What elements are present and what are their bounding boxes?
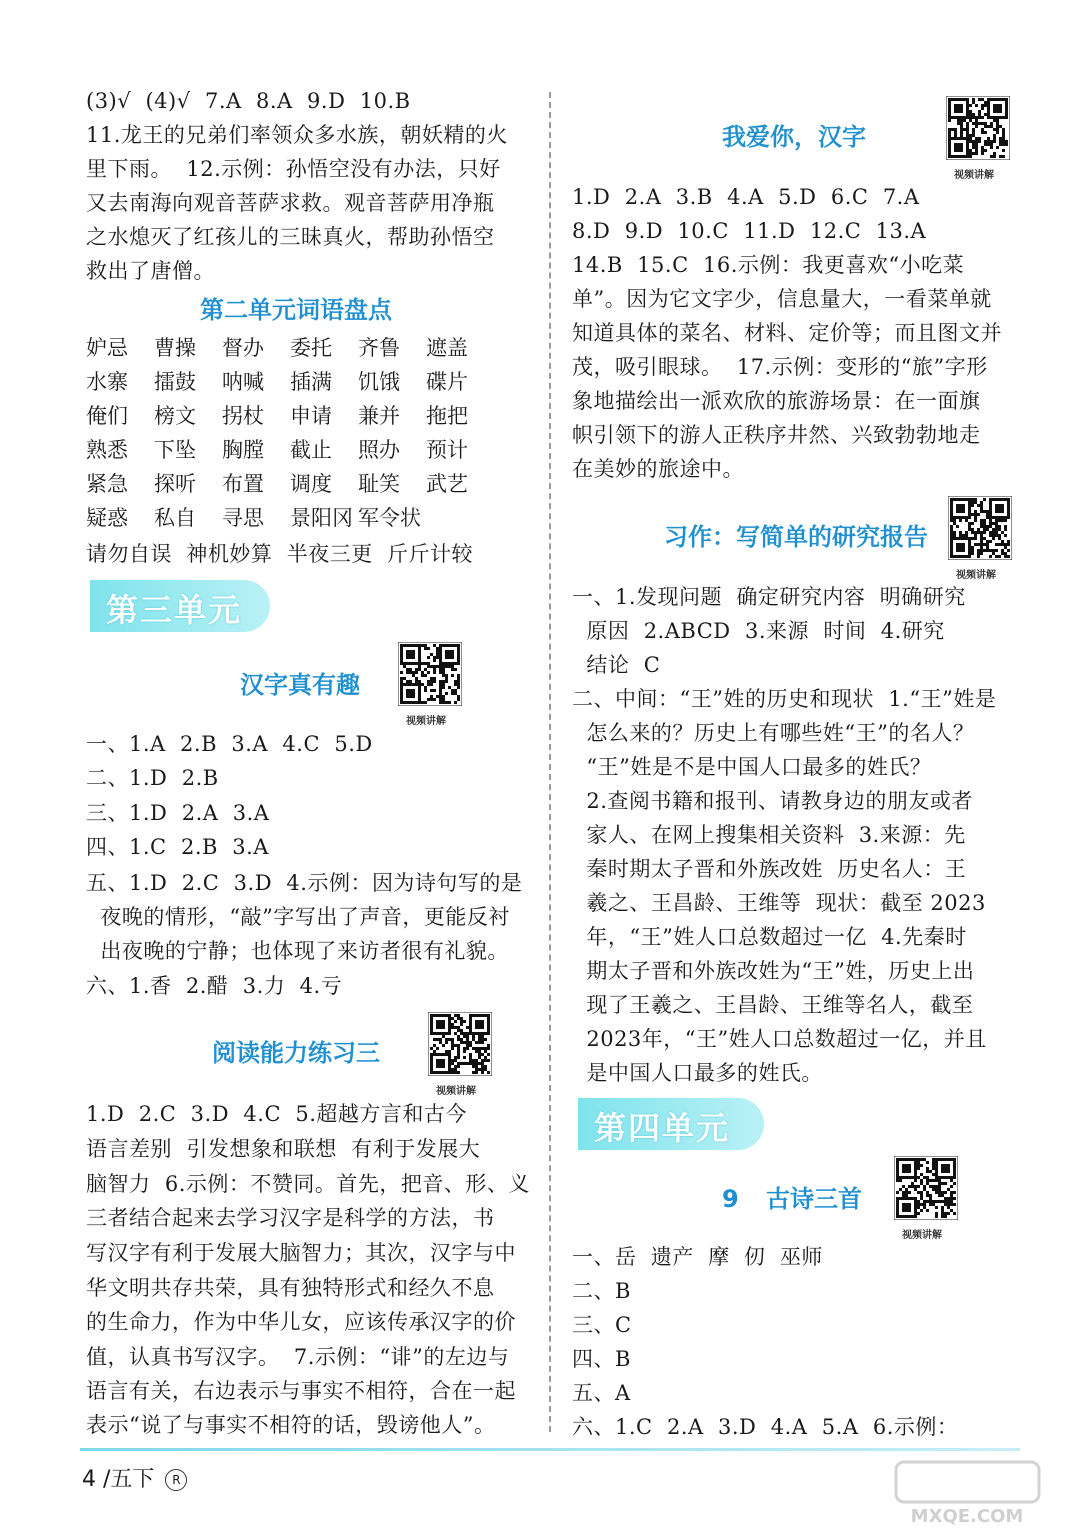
answer-line: 14.B 15.C 16.示例：我更喜欢“小吃菜: [572, 253, 965, 277]
answer-line: 的生命力，作为中华儿女，应该传承汉字的价: [86, 1310, 516, 1334]
column-divider: [549, 92, 551, 1432]
vocab-word: 预计: [426, 438, 468, 462]
vocab-word: 武艺: [426, 472, 468, 496]
answer-line: 又去南海向观音菩萨求救。观音菩萨用净瓶: [86, 191, 495, 215]
qr-label: 视频讲解: [956, 570, 996, 581]
vocab-word: 碟片: [426, 370, 468, 394]
answer-line: 1.D 2.C 3.D 4.C 5.超越方言和古今: [86, 1102, 467, 1126]
qr-code-icon[interactable]: [946, 96, 1010, 160]
qr-label: 视频讲解: [406, 716, 446, 727]
vocab-word: 探听: [154, 472, 196, 496]
vocab-word: 饥饿: [358, 370, 400, 394]
qr-code-icon[interactable]: [428, 1012, 492, 1076]
answer-line: 怎么来的？历史上有哪些姓“王”的名人？: [572, 721, 975, 745]
page-footer: [82, 1462, 187, 1493]
vocab-grid: [86, 331, 494, 535]
qr-label: 视频讲解: [902, 1230, 942, 1241]
answer-line: 之水熄灭了红孩儿的三昧真火，帮助孙悟空: [86, 225, 495, 249]
vocab-title: 第二单元词语盘点: [200, 296, 392, 324]
answer-line: 11.龙王的兄弟们率领众多水族，朝妖精的火: [86, 123, 508, 147]
qr-label: 视频讲解: [436, 1086, 476, 1097]
answer-line: 出夜晚的宁静；也体现了来访者很有礼貌。: [86, 939, 509, 963]
vocab-word: 军令状: [358, 506, 421, 530]
vocab-word: 榜文: [154, 404, 196, 428]
qr-label: 视频讲解: [954, 170, 994, 181]
unit-banner: [90, 580, 270, 632]
answer-line: 脑智力 6.示例：不赞同。首先，把音、形、义: [86, 1172, 530, 1196]
vocab-word: 调度: [290, 472, 332, 496]
vocab-word: 耻笑: [358, 472, 400, 496]
answer-line: 羲之、王昌龄、王维等 现状：截至 2023: [572, 891, 986, 915]
answer-line: 年，“王”姓人口总数超过一亿 4.先秦时: [572, 925, 967, 949]
vocab-word: 布置: [222, 472, 264, 496]
vocab-word: 拐杖: [222, 404, 264, 428]
answer-line: 2.查阅书籍和报刊、请教身边的朋友或者: [572, 789, 973, 813]
vocab-word: 截止: [290, 438, 332, 462]
answer-line: 一、1.A 2.B 3.A 4.C 5.D: [86, 732, 373, 756]
vocab-word: 委托: [290, 336, 332, 360]
vocab-word: 插满: [290, 370, 332, 394]
vocab-word: 遮盖: [426, 336, 468, 360]
vocab-word: 私自: [154, 506, 196, 530]
answer-line: 语言有关，右边表示与事实不相符，合在一起: [86, 1379, 516, 1403]
answer-line: 结论 C: [572, 653, 661, 677]
unit-banner-label: 第三单元: [106, 591, 243, 629]
vocab-word: 景阳冈: [290, 506, 353, 530]
answer-line: 原因 2.ABCD 3.来源 时间 4.研究: [572, 619, 945, 643]
vocab-word: 拖把: [426, 404, 468, 428]
answer-line: 1.D 2.A 3.B 4.A 5.D 6.C 7.A: [572, 185, 920, 209]
footer-rule: [80, 1448, 1020, 1451]
watermark-logo: [890, 1458, 1045, 1530]
vocab-word: 俺们: [86, 404, 128, 428]
answer-line: 在美妙的旅途中。: [572, 457, 744, 481]
unit-banner-label: 第四单元: [594, 1109, 731, 1147]
answer-line: 帜引领下的游人正秩序井然、兴致勃勃地走: [572, 423, 981, 447]
answer-line: 六、1.香 2.醋 3.力 4.亏: [86, 974, 343, 998]
vocab-word: 擂鼓: [154, 370, 196, 394]
answer-line: 五、1.D 2.C 3.D 4.示例：因为诗句写的是: [86, 871, 523, 895]
answer-line: 四、1.C 2.B 3.A: [86, 835, 269, 859]
answer-line: “王”姓是不是中国人口最多的姓氏？: [572, 755, 932, 779]
section-title: 古诗三首: [766, 1185, 862, 1213]
vocab-word: 紧急: [86, 472, 128, 496]
answer-line: 一、岳 遗产 摩 仞 巫师: [572, 1245, 823, 1269]
grade-label: /五下: [103, 1467, 155, 1492]
vocab-word: 照办: [358, 438, 400, 462]
edition-badge: R: [165, 1469, 187, 1491]
answer-line: (3)√ (4)√ 7.A 8.A 9.D 10.B: [86, 89, 411, 113]
watermark-text: MXQE.COM: [910, 1506, 1024, 1527]
answer-line: 象地描绘出一派欢欣的旅游场景：在一面旗: [572, 389, 981, 413]
vocab-word: 呐喊: [222, 370, 264, 394]
vocab-word: 疑惑: [86, 506, 128, 530]
unit-banner: [578, 1098, 764, 1150]
answer-line: 二、B: [572, 1279, 631, 1303]
section-title: 习作：写简单的研究报告: [664, 523, 928, 551]
answer-line: 三、1.D 2.A 3.A: [86, 801, 270, 825]
answer-line: 2023年，“王”姓人口总数超过一亿，并且: [572, 1027, 987, 1051]
answer-line: 一、1.发现问题 确定研究内容 明确研究: [572, 585, 966, 609]
answer-line: 二、1.D 2.B: [86, 766, 219, 790]
vocab-word: 水寨: [86, 370, 128, 394]
section-title: 汉字真有趣: [240, 671, 360, 699]
vocab-word: 兼并: [358, 404, 400, 428]
vocab-word: 熟悉: [86, 438, 128, 462]
answer-line: 知道具体的菜名、材料、定价等；而且图文并: [572, 321, 1002, 345]
vocab-word: 申请: [290, 404, 332, 428]
answer-line: 救出了唐僧。: [86, 259, 215, 283]
answer-line: 三、C: [572, 1313, 632, 1337]
vocab-word: 妒忌: [86, 336, 128, 360]
answer-line: 茂，吸引眼球。 17.示例：变形的“旅”字形: [572, 355, 988, 379]
answer-line: 语言差别 引发想象和联想 有利于发展大: [86, 1137, 481, 1161]
vocab-word: 齐鲁: [358, 336, 400, 360]
answer-line: 三者结合起来去学习汉字是科学的方法，书: [86, 1206, 495, 1230]
answer-line: 秦时期太子晋和外族改姓 历史名人：王: [572, 857, 967, 881]
vocab-idioms: 请勿自误 神机妙算 半夜三更 斤斤计较: [86, 542, 474, 566]
answer-line: 写汉字有利于发展大脑智力；其次，汉字与中: [86, 1241, 516, 1265]
answer-line: 二、中间：“王”姓的历史和现状 1.“王”姓是: [572, 687, 997, 711]
answer-line: 单”。因为它文字少，信息量大，一看菜单就: [572, 287, 992, 311]
answer-line: 期太子晋和外族改姓为“王”姓，历史上出: [572, 959, 975, 983]
vocab-word: [426, 501, 494, 535]
answer-line: 里下雨。 12.示例：孙悟空没有办法，只好: [86, 157, 501, 181]
answer-line: 六、1.C 2.A 3.D 4.A 5.A 6.示例：: [572, 1415, 959, 1439]
section-title: 我爱你，汉字: [722, 123, 866, 151]
section-title: 阅读能力练习三: [212, 1039, 380, 1067]
qr-code-icon[interactable]: [894, 1156, 958, 1220]
answer-line: 现了王羲之、王昌龄、王维等名人，截至: [572, 993, 974, 1017]
qr-code-icon[interactable]: [398, 642, 462, 706]
answer-line: 是中国人口最多的姓氏。: [572, 1061, 823, 1085]
answer-line: 家人、在网上搜集相关资料 3.来源：先: [572, 823, 966, 847]
vocab-word: 督办: [222, 336, 264, 360]
vocab-word: 胸膛: [222, 438, 264, 462]
answer-line: 夜晚的情形，“敲”字写出了声音，更能反衬: [86, 905, 510, 929]
answer-line: 华文明共存共荣，具有独特形式和经久不息: [86, 1276, 495, 1300]
answer-line: 8.D 9.D 10.C 11.D 12.C 13.A: [572, 219, 927, 243]
answer-line: 四、B: [572, 1347, 631, 1371]
answer-line: 值，认真书写汉字。 7.示例：“诽”的左边与: [86, 1345, 510, 1369]
answer-line: 表示“说了与事实不相符的话，毁谤他人”。: [86, 1413, 496, 1437]
qr-code-icon[interactable]: [948, 496, 1012, 560]
vocab-word: 下坠: [154, 438, 196, 462]
answer-line: 五、A: [572, 1381, 631, 1405]
vocab-word: 曹操: [154, 336, 196, 360]
vocab-word: 寻思: [222, 506, 264, 530]
section-number: 9: [722, 1185, 739, 1213]
page-number: 4: [82, 1467, 96, 1492]
